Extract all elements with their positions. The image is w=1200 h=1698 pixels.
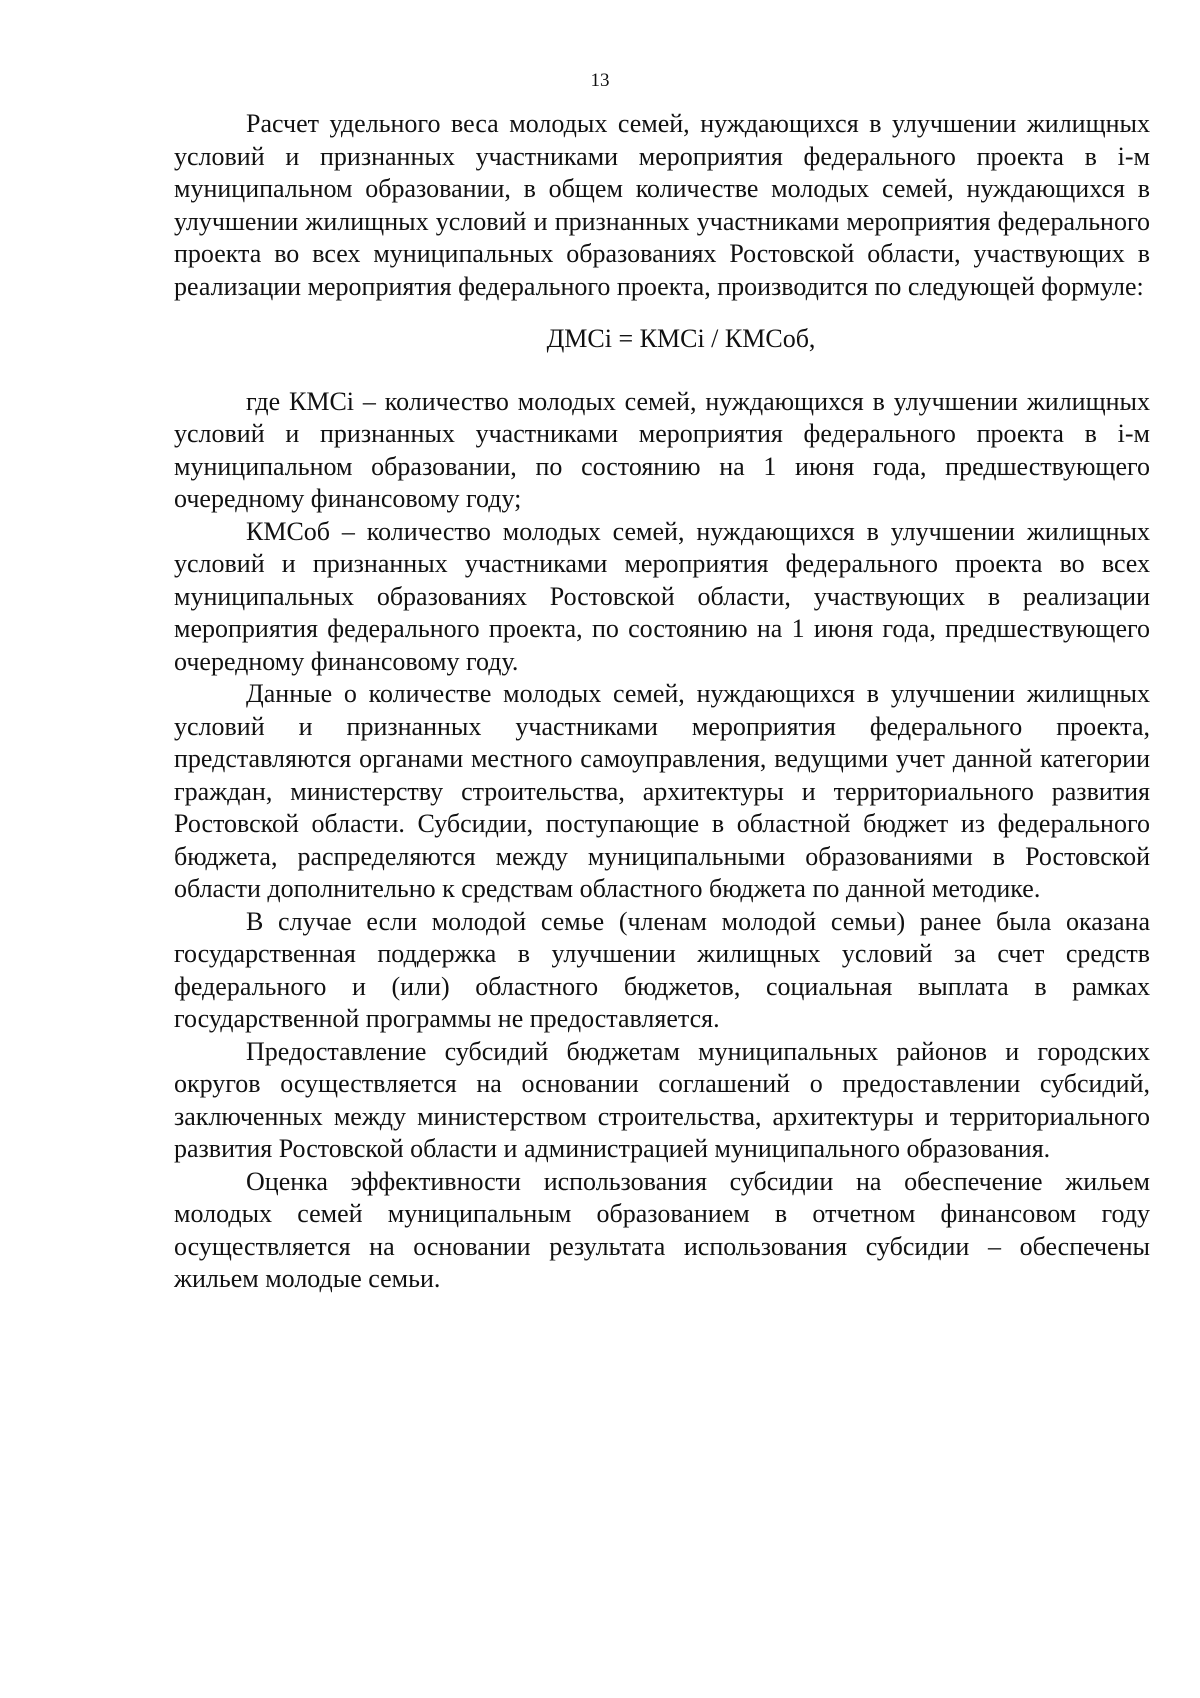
document-body: [174, 108, 1150, 1296]
formula-dmsi: ДМСi = КМСi / КМСоб,: [546, 324, 816, 353]
paragraph-previous-support: В случае если молодой семье (членам молодой семьи) ранее была оказана государственная поддержка в улучшении жилищных условий за счет средств федерального и (или) областного бюджетов, социальная выплата в рамках государственной программы не предоставляется.: [174, 906, 1150, 1033]
paragraph-subsidy-agreements: Предоставление субсидий бюджетам муниципальных районов и городских округов осуществляется на основании соглашений о предоставлении субсидий, заключенных между министерством строительства, архитектуры и территориального развития Ростовской области и администрацией муниципального образования.: [174, 1036, 1150, 1163]
paragraph-kmsob-definition: КМСоб – количество молодых семей, нуждающихся в улучшении жилищных условий и признанных участниками мероприятия федерального проекта во всех муниципальных образованиях Ростовской области, участвующих в реализации мероприятия федерального проекта, по состоянию на 1 июня года, предшествующего очередному финансовому году.: [174, 516, 1150, 676]
paragraph-kmsi-definition: где КМСi – количество молодых семей, нуждающихся в улучшении жилищных условий и признанных участниками мероприятия федерального проекта в i-м муниципальном образовании, по состоянию на 1 июня года, предшествующего очередному финансовому году;: [174, 386, 1150, 513]
paragraph-efficiency-evaluation: Оценка эффективности использования субсидии на обеспечение жильем молодых семей муниципальным образованием в отчетном финансовом году осуществляется на основании результата использования субсидии – обеспечены жильем молодые семьи.: [174, 1166, 1150, 1293]
paragraph-data-submission: Данные о количестве молодых семей, нуждающихся в улучшении жилищных условий и признанных участниками мероприятия федерального проекта, представляются органами местного самоуправления, ведущими учет данной категории граждан, министерству строительства, архитектуры и территориального развития Ростовской области. Субсидии, поступающие в областной бюджет из федерального бюджета, распределяются между муниципальными образованиями в Ростовской области дополнительно к средствам областного бюджета по данной методике.: [174, 679, 1150, 903]
paragraph-calculation-intro: Расчет удельного веса молодых семей, нуждающихся в улучшении жилищных условий и признанных участниками мероприятия федерального проекта в i-м муниципальном образовании, в общем количестве молодых семей, нуждающихся в улучшении жилищных условий и признанных участниками мероприятия федерального проекта во всех муниципальных образованиях Ростовской области, участвующих в реализации мероприятия федерального проекта, производится по следующей формуле:: [174, 109, 1150, 301]
page-number: 13: [590, 70, 610, 91]
